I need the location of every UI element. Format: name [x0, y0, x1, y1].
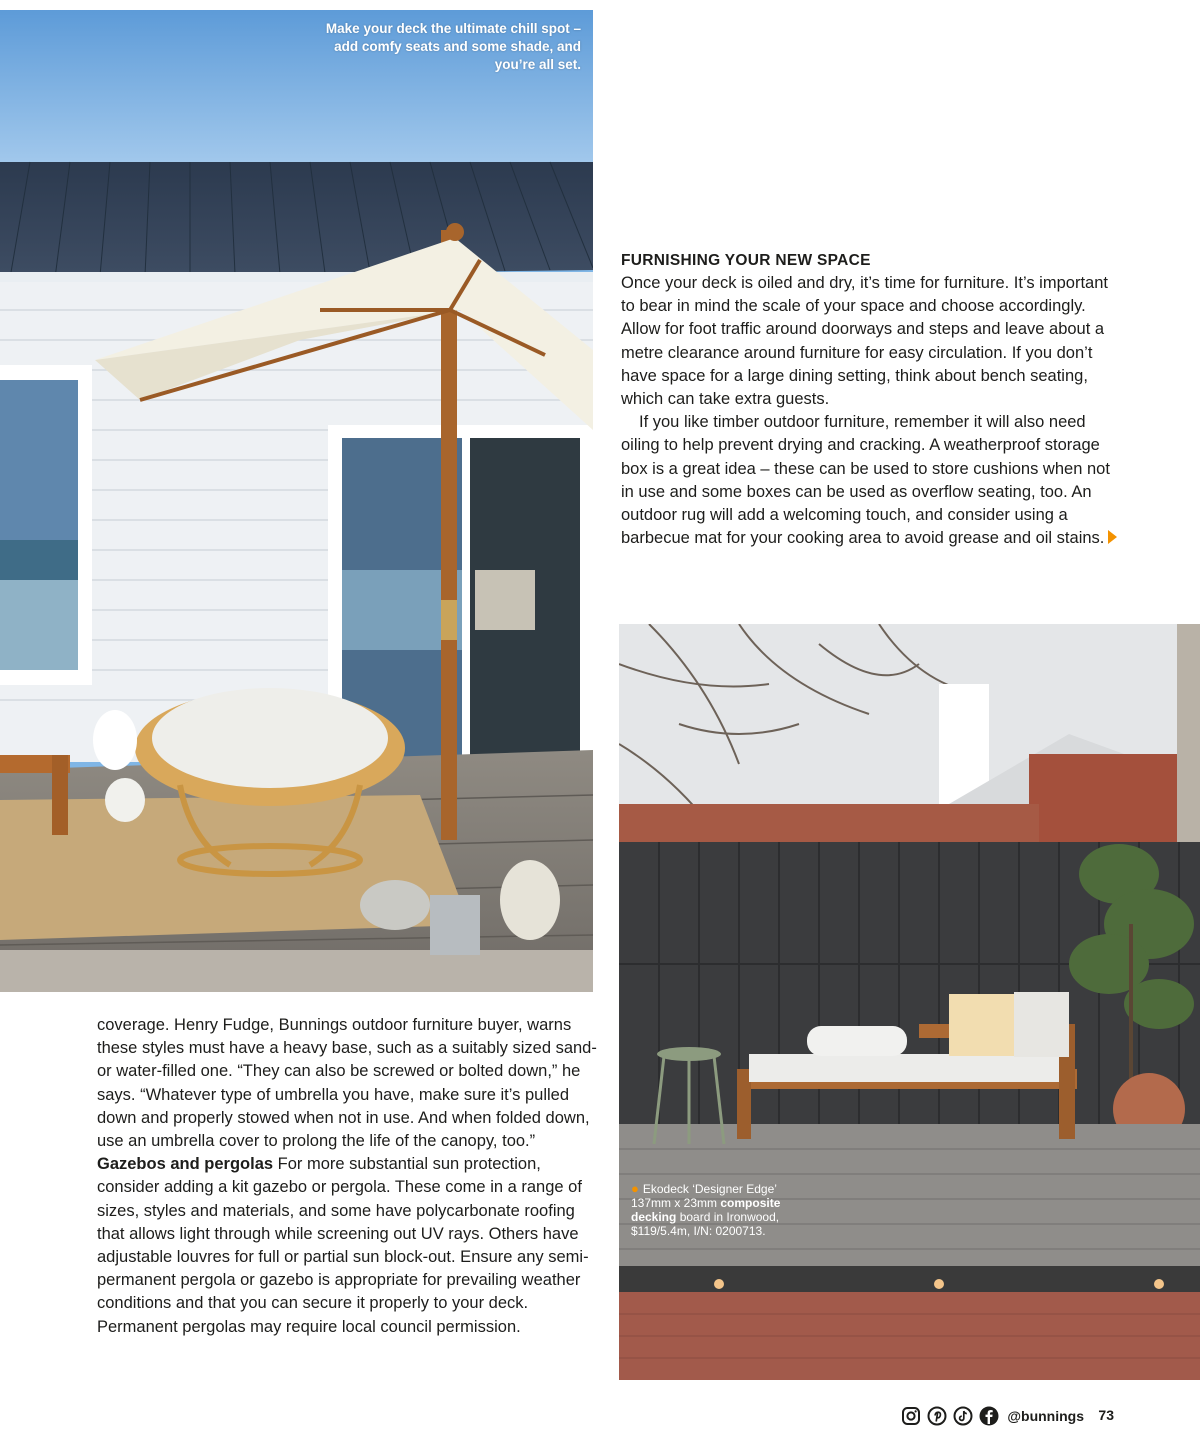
paragraph-gazebos: [97, 1153, 597, 1339]
daybed-deck-photo: [619, 624, 1200, 1380]
article-end-marker-icon: [1108, 530, 1117, 544]
article-section-umbrellas: [97, 1014, 597, 1339]
photo-caption: Make your deck the ultimate chill spot – add comfy seats and some shade, and you’re all set.: [325, 21, 581, 72]
paragraph-furnishing-2: [621, 411, 1121, 550]
bullet-dot-icon: ●: [631, 1181, 639, 1196]
social-handle[interactable]: @bunnings: [1007, 1408, 1084, 1424]
product-material: composite: [720, 1196, 781, 1210]
gazebos-subheading: Gazebos and pergolas: [97, 1155, 274, 1174]
product-finish: board in Ironwood,: [676, 1210, 780, 1224]
product-name: Ekodeck ‘Designer Edge’: [642, 1182, 777, 1196]
section-heading: FURNISHING YOUR NEW SPACE: [621, 252, 871, 269]
pinterest-icon[interactable]: [927, 1406, 947, 1426]
paragraph-furnishing-1: Once your deck is oiled and dry, it’s time for furniture. It’s important to bear in mind the scale of your space and choose accordingly. Allow for foot traffic around doorways and steps and leave about a metre clearance around furniture for easy circulation. If you don’t have space for a large dining setting, think about bench seating, which can take extra guests.: [621, 274, 1108, 409]
deck-umbrella-photo: [0, 10, 593, 992]
product-dimensions: 137mm x 23mm: [631, 1196, 721, 1210]
daybed-deck-illustration: [619, 624, 1200, 1380]
tiktok-icon[interactable]: [953, 1406, 973, 1426]
social-footer: [901, 1404, 1084, 1428]
paragraph-furnishing-2-text: If you like timber outdoor furniture, remember it will also need oiling to help prevent drying and cracking. A weatherproof storage box is a great idea – these can be used to store cushions when not in use and some boxes can be used as overflow seating, too. An outdoor rug will add a welcoming touch, and consider using a barbecue mat for your cooking area to avoid grease and oil stains.: [621, 413, 1110, 548]
product-type: decking: [631, 1210, 677, 1224]
facebook-icon[interactable]: [979, 1406, 999, 1426]
deck-umbrella-illustration: [0, 10, 593, 992]
product-caption: [631, 1182, 821, 1238]
paragraph-gazebos-text: For more substantial sun protection, consider adding a kit gazebo or pergola. These come in a range of sizes, styles and materials, and some have polycarbonate roofing that allows light through while screening out UV rays. Others have adjustable louvres for full or partial sun block-out. Ensure any semi-permanent pergola or gazebo is appropriate for prevailing weather conditions and that you can secure it properly to your deck. Permanent pergolas may require local council permission.: [97, 1155, 589, 1336]
page-number: 73: [1098, 1407, 1114, 1423]
instagram-icon[interactable]: [901, 1406, 921, 1426]
article-section-furnishing: [621, 250, 1121, 550]
paragraph-umbrella-coverage: coverage. Henry Fudge, Bunnings outdoor furniture buyer, warns these styles must have a heavy base, such as a suitably sized sand- or water-filled one. “They can also be screwed or bolted down,” he says. “Whatever type of umbrella you have, make sure it’s pulled down and properly stowed when not in use. And when folded down, use an umbrella cover to prolong the life of the canopy, too.”: [97, 1016, 597, 1151]
product-price: $119/5.4m, I/N: 0200713.: [631, 1224, 766, 1238]
